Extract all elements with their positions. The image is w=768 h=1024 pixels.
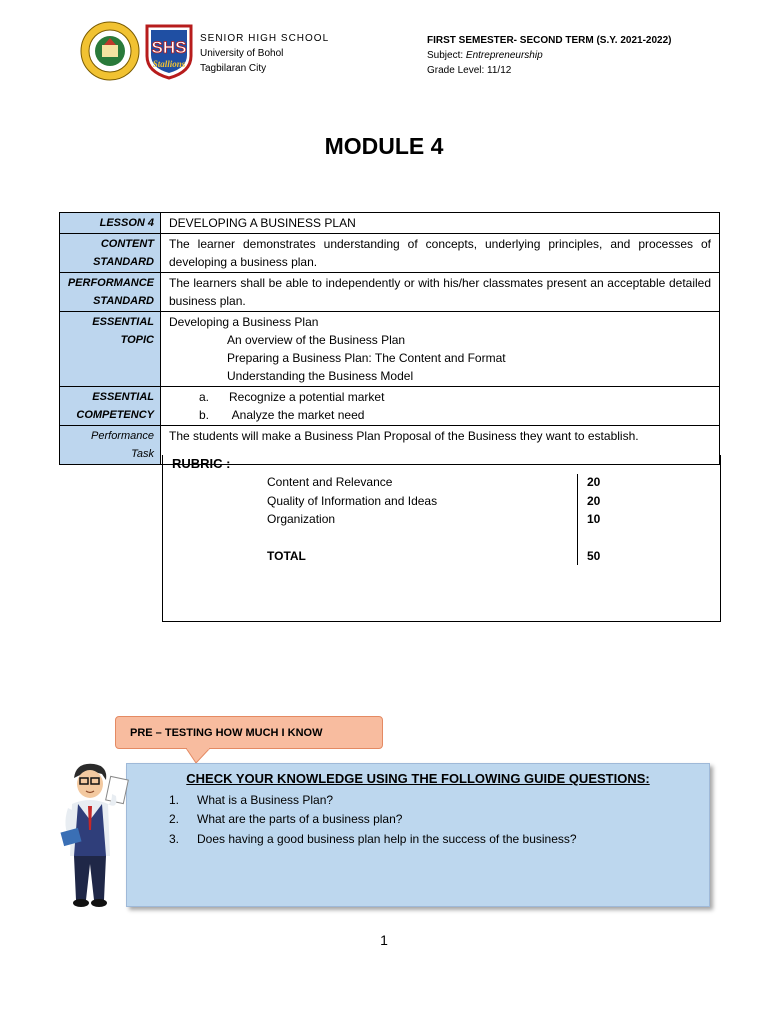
performance-standard-label: [60, 273, 161, 312]
table-row: [60, 213, 720, 234]
table-row: [60, 312, 720, 387]
subject-line: [427, 48, 672, 63]
rubric-item-name: Content and Relevance: [267, 475, 393, 489]
competency-text: Recognize a potential market: [229, 390, 385, 404]
rubric-item-points: 20: [587, 475, 601, 489]
term-info: [427, 33, 672, 78]
label-line: STANDARD: [93, 256, 154, 268]
topic-item: An overview of the Business Plan: [227, 333, 406, 347]
question-text: Does having a good business plan help in the success of the business?: [197, 832, 577, 846]
competency-text: Analyze the market need: [229, 408, 365, 422]
label-line: ESSENTIAL: [92, 316, 154, 328]
content-standard-value: The learner demonstrates understanding of concepts, underlying principles, and processes of developing a business plan.: [161, 234, 720, 273]
pretest-callout: PRE – TESTING HOW MUCH I KNOW: [115, 716, 383, 749]
school-line-3: Tagbilaran City: [200, 63, 267, 74]
table-row: [60, 273, 720, 312]
school-info: [200, 31, 329, 76]
rubric-divider: [577, 474, 578, 565]
label-line: Task: [131, 448, 154, 460]
lesson-table: [59, 212, 720, 465]
competency-item: [169, 406, 711, 424]
lesson-label: LESSON 4: [99, 217, 154, 229]
lesson-label-cell: [60, 213, 161, 234]
rubric-total-label: TOTAL: [267, 549, 306, 563]
page-number: 1: [380, 932, 388, 948]
label-line: CONTENT: [100, 238, 154, 250]
grade-level: Grade Level: 11/12: [427, 65, 512, 76]
question-text: What is a Business Plan?: [197, 793, 334, 807]
shs-logo-text: SHS: [151, 38, 187, 57]
rubric-title: RUBRIC :: [172, 456, 231, 471]
performance-task-value: The students will make a Business Plan Proposal of the Business they want to establish.: [161, 426, 720, 465]
school-line-2: University of Bohol: [200, 48, 284, 59]
table-row: [60, 387, 720, 426]
label-line: ESSENTIAL: [92, 391, 154, 403]
performance-standard-value: The learners shall be able to independently or with his/her classmates present an acceptable detailed business plan.: [161, 273, 720, 312]
question-item: [169, 812, 402, 826]
essential-topic-label: [60, 312, 161, 387]
label-line: STANDARD: [93, 295, 154, 307]
content-standard-label: [60, 234, 161, 273]
question-text: What are the parts of a business plan?: [197, 812, 403, 826]
subject-value: Entrepreneurship: [465, 50, 543, 61]
essential-competency-label: [60, 387, 161, 426]
callout-tail: [186, 748, 210, 764]
label-line: PERFORMANCE: [67, 277, 154, 289]
shs-logo-script: Stallions: [152, 59, 186, 69]
competency-item: [169, 388, 711, 406]
question-number: 3.: [169, 832, 180, 846]
rubric-total-points: 50: [587, 549, 601, 563]
guide-questions-title: CHECK YOUR KNOWLEDGE USING THE FOLLOWING GUIDE QUESTIONS:: [186, 771, 650, 786]
table-row: [60, 234, 720, 273]
rubric-box: [162, 455, 721, 622]
question-item: [169, 793, 333, 807]
rubric-item-points: 20: [587, 494, 601, 508]
rubric-item-points: 10: [587, 512, 601, 526]
lesson-value: DEVELOPING A BUSINESS PLAN: [161, 213, 720, 234]
essential-topic-value: [161, 312, 720, 387]
rubric-item-name: Quality of Information and Ideas: [267, 494, 438, 508]
competency-letter: a.: [199, 390, 210, 404]
term-label: FIRST SEMESTER- SECOND TERM (S.Y. 2021-2022): [427, 35, 672, 46]
label-line: TOPIC: [120, 334, 154, 346]
label-line: COMPETENCY: [76, 409, 154, 421]
university-of-bohol-seal-icon: [80, 21, 140, 81]
subject-label: Subject:: [427, 50, 466, 61]
rubric-item-name: Organization: [267, 512, 336, 526]
question-number: 1.: [169, 793, 180, 807]
question-item: [169, 832, 577, 846]
question-number: 2.: [169, 812, 180, 826]
school-line-1: SENIOR HIGH SCHOOL: [200, 33, 330, 44]
topic-title: Developing a Business Plan: [169, 315, 319, 329]
label-line: Performance: [91, 430, 154, 442]
topic-item: Understanding the Business Model: [227, 369, 414, 383]
shs-stallions-logo-icon: [143, 22, 195, 80]
topic-item: Preparing a Business Plan: The Content and Format: [227, 351, 506, 365]
essential-competency-value: [161, 387, 720, 426]
performance-task-label: [60, 426, 161, 465]
competency-letter: b.: [199, 408, 210, 422]
module-title: MODULE 4: [324, 133, 444, 159]
student-mascot-illustration-icon: [60, 760, 130, 912]
